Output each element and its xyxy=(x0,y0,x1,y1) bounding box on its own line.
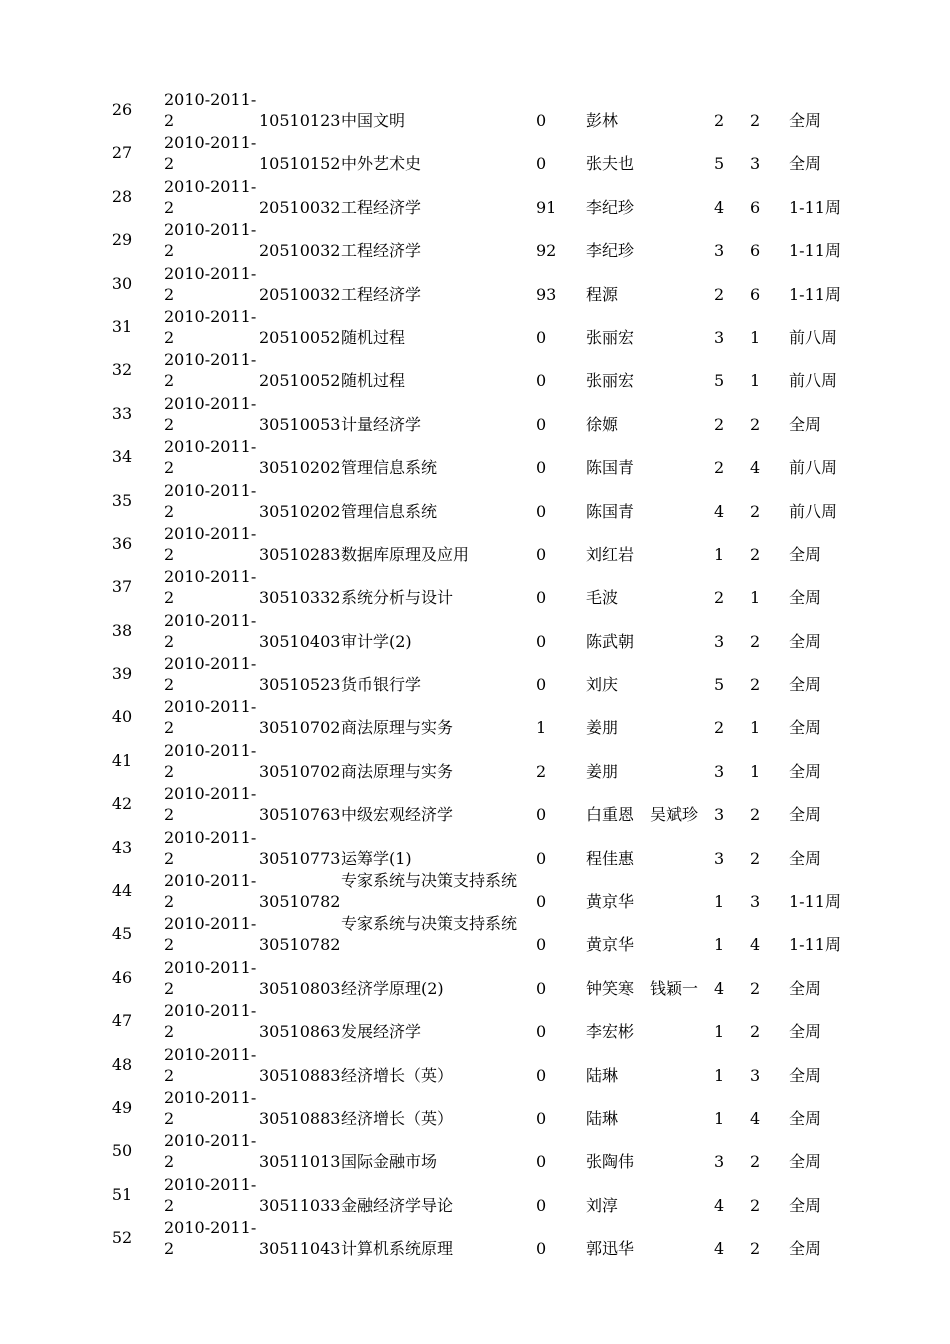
term-semester: 2 xyxy=(164,154,175,174)
course-name: 经济学原理(2) xyxy=(341,978,444,998)
weeks-range: 全周 xyxy=(789,1152,822,1172)
hours-value: 4 xyxy=(750,458,761,478)
table-row xyxy=(0,1129,950,1172)
course-name: 经济增长（英） xyxy=(341,1065,454,1085)
section-number: 0 xyxy=(536,371,547,391)
credit-value: 1 xyxy=(714,1065,725,1085)
course-name: 中级宏观经济学 xyxy=(341,805,454,825)
table-row xyxy=(0,392,950,435)
section-number: 0 xyxy=(536,935,547,955)
table-row xyxy=(0,88,950,131)
section-number: 0 xyxy=(536,154,547,174)
course-name: 金融经济学导论 xyxy=(341,1195,454,1215)
row-number: 52 xyxy=(111,1228,133,1248)
section-number: 93 xyxy=(536,284,557,304)
table-row xyxy=(0,131,950,174)
table-row xyxy=(0,262,950,305)
weeks-range: 全周 xyxy=(789,978,822,998)
table-row xyxy=(0,1216,950,1259)
weeks-range: 全周 xyxy=(789,1108,822,1128)
teacher-name: 程源 xyxy=(586,284,619,304)
table-row xyxy=(0,1086,950,1129)
course-code: 30510332 xyxy=(259,588,341,608)
course-name: 中外艺术史 xyxy=(341,154,422,174)
term-semester: 2 xyxy=(164,501,175,521)
term-semester: 2 xyxy=(164,197,175,217)
credit-value: 3 xyxy=(714,805,725,825)
term-year-span: 2010-2011- xyxy=(164,567,257,587)
term-semester: 2 xyxy=(164,458,175,478)
row-number: 29 xyxy=(111,230,133,250)
course-name: 管理信息系统 xyxy=(341,458,438,478)
term-year-span: 2010-2011- xyxy=(164,263,257,283)
weeks-range: 全周 xyxy=(789,675,822,695)
row-number: 27 xyxy=(111,143,133,163)
section-number: 92 xyxy=(536,241,557,261)
course-code: 10510152 xyxy=(259,154,341,174)
section-number: 1 xyxy=(536,718,547,738)
term-year-span: 2010-2011- xyxy=(164,784,257,804)
hours-value: 2 xyxy=(750,978,761,998)
course-code: 10510123 xyxy=(259,111,341,130)
course-code: 20510032 xyxy=(259,197,341,217)
term-semester: 2 xyxy=(164,111,175,130)
hours-value: 1 xyxy=(750,761,761,781)
weeks-range: 全周 xyxy=(789,588,822,608)
credit-value: 2 xyxy=(714,111,725,130)
course-name: 货币银行学 xyxy=(341,675,422,695)
hours-value: 2 xyxy=(750,414,761,434)
term-semester: 2 xyxy=(164,544,175,564)
weeks-range: 1-11周 xyxy=(789,197,841,217)
term-year-span: 2010-2011- xyxy=(164,697,257,717)
term-year-span: 2010-2011- xyxy=(164,350,257,370)
term-year-span: 2010-2011- xyxy=(164,306,257,326)
weeks-range: 全周 xyxy=(789,718,822,738)
term-year-span: 2010-2011- xyxy=(164,1087,257,1107)
term-year-span: 2010-2011- xyxy=(164,957,257,977)
course-name: 工程经济学 xyxy=(341,241,422,261)
teacher-name: 张丽宏 xyxy=(586,327,635,347)
term-semester: 2 xyxy=(164,675,175,695)
course-code: 30510523 xyxy=(259,675,341,695)
row-number: 49 xyxy=(111,1097,133,1117)
term-year-span: 2010-2011- xyxy=(164,740,257,760)
weeks-range: 全周 xyxy=(789,631,822,651)
row-number: 50 xyxy=(111,1141,133,1161)
credit-value: 1 xyxy=(714,935,725,955)
table-row xyxy=(0,956,950,999)
hours-value: 6 xyxy=(750,197,761,217)
teacher-name: 程佳惠 xyxy=(586,848,635,868)
credit-value: 2 xyxy=(714,458,725,478)
teacher-name: 陆琳 xyxy=(586,1108,619,1128)
term-semester: 2 xyxy=(164,892,175,912)
credit-value: 2 xyxy=(714,414,725,434)
teacher-name: 张陶伟 xyxy=(586,1152,635,1172)
credit-value: 1 xyxy=(714,1022,725,1042)
teacher-name: 陈国青 xyxy=(586,501,635,521)
table-row xyxy=(0,305,950,348)
weeks-range: 前八周 xyxy=(789,327,838,347)
weeks-range: 1-11周 xyxy=(789,892,841,912)
term-semester: 2 xyxy=(164,1108,175,1128)
hours-value: 1 xyxy=(750,371,761,391)
term-year-span: 2010-2011- xyxy=(164,393,257,413)
teacher-name: 刘庆 xyxy=(586,675,619,695)
term-year-span: 2010-2011- xyxy=(164,1174,257,1194)
row-number: 34 xyxy=(111,447,133,467)
course-code: 30510403 xyxy=(259,631,341,651)
course-name: 审计学(2) xyxy=(341,631,412,651)
term-year-span: 2010-2011- xyxy=(164,1044,257,1064)
table-row xyxy=(0,175,950,218)
hours-value: 2 xyxy=(750,1239,761,1259)
row-number: 45 xyxy=(111,924,133,944)
term-semester: 2 xyxy=(164,805,175,825)
credit-value: 2 xyxy=(714,284,725,304)
term-semester: 2 xyxy=(164,414,175,434)
weeks-range: 全周 xyxy=(789,848,822,868)
teacher-name: 陆琳 xyxy=(586,1065,619,1085)
hours-value: 2 xyxy=(750,848,761,868)
credit-value: 4 xyxy=(714,1239,725,1259)
section-number: 0 xyxy=(536,1108,547,1128)
credit-value: 3 xyxy=(714,848,725,868)
section-number: 0 xyxy=(536,848,547,868)
term-semester: 2 xyxy=(164,978,175,998)
course-code: 30511043 xyxy=(259,1239,341,1259)
section-number: 0 xyxy=(536,1152,547,1172)
table-row xyxy=(0,912,950,955)
term-year-span: 2010-2011- xyxy=(164,176,257,196)
weeks-range: 全周 xyxy=(789,1065,822,1085)
term-semester: 2 xyxy=(164,588,175,608)
teacher-name: 彭林 xyxy=(586,111,619,130)
row-number: 30 xyxy=(111,273,133,293)
term-year-span: 2010-2011- xyxy=(164,133,257,153)
hours-value: 3 xyxy=(750,892,761,912)
teacher-name: 李宏彬 xyxy=(586,1022,635,1042)
row-number: 35 xyxy=(111,490,133,510)
course-table xyxy=(0,88,950,1260)
table-row xyxy=(0,652,950,695)
table-row xyxy=(0,435,950,478)
section-number: 0 xyxy=(536,544,547,564)
row-number: 42 xyxy=(111,794,133,814)
table-row xyxy=(0,826,950,869)
term-year-span: 2010-2011- xyxy=(164,1001,257,1021)
credit-value: 5 xyxy=(714,675,725,695)
term-semester: 2 xyxy=(164,761,175,781)
teacher-name: 姜朋 xyxy=(586,718,619,738)
hours-value: 2 xyxy=(750,544,761,564)
term-semester: 2 xyxy=(164,284,175,304)
weeks-range: 前八周 xyxy=(789,371,838,391)
term-year-span: 2010-2011- xyxy=(164,437,257,457)
credit-value: 1 xyxy=(714,892,725,912)
section-number: 0 xyxy=(536,631,547,651)
credit-value: 1 xyxy=(714,1108,725,1128)
hours-value: 2 xyxy=(750,1022,761,1042)
hours-value: 6 xyxy=(750,284,761,304)
weeks-range: 全周 xyxy=(789,414,822,434)
section-number: 0 xyxy=(536,1065,547,1085)
weeks-range: 1-11周 xyxy=(789,241,841,261)
term-year-span: 2010-2011- xyxy=(164,1218,257,1238)
term-semester: 2 xyxy=(164,718,175,738)
hours-value: 4 xyxy=(750,935,761,955)
course-code: 20510032 xyxy=(259,284,341,304)
term-year-span: 2010-2011- xyxy=(164,654,257,674)
course-name: 中国文明 xyxy=(341,111,406,130)
row-number: 37 xyxy=(111,577,133,597)
credit-value: 4 xyxy=(714,1195,725,1215)
course-code: 30510782 xyxy=(259,935,341,955)
weeks-range: 1-11周 xyxy=(789,284,841,304)
course-code: 30510202 xyxy=(259,458,341,478)
course-code: 30510053 xyxy=(259,414,341,434)
hours-value: 6 xyxy=(750,241,761,261)
weeks-range: 前八周 xyxy=(789,501,838,521)
course-code: 20510052 xyxy=(259,327,341,347)
teacher-name: 刘红岩 xyxy=(586,544,635,564)
course-code: 30510782 xyxy=(259,892,341,912)
teacher-name: 陈武朝 xyxy=(586,631,635,651)
credit-value: 3 xyxy=(714,1152,725,1172)
weeks-range: 全周 xyxy=(789,1022,822,1042)
section-number: 0 xyxy=(536,414,547,434)
term-year-span: 2010-2011- xyxy=(164,827,257,847)
term-semester: 2 xyxy=(164,848,175,868)
hours-value: 1 xyxy=(750,327,761,347)
credit-value: 1 xyxy=(714,544,725,564)
course-code: 30511013 xyxy=(259,1152,341,1172)
course-code: 20510032 xyxy=(259,241,341,261)
course-name: 数据库原理及应用 xyxy=(341,544,470,564)
hours-value: 2 xyxy=(750,111,761,130)
section-number: 0 xyxy=(536,978,547,998)
term-semester: 2 xyxy=(164,1022,175,1042)
term-year-span: 2010-2011- xyxy=(164,90,257,109)
course-code: 30510773 xyxy=(259,848,341,868)
hours-value: 2 xyxy=(750,1195,761,1215)
section-number: 2 xyxy=(536,761,547,781)
term-semester: 2 xyxy=(164,1195,175,1215)
weeks-range: 全周 xyxy=(789,154,822,174)
course-code: 30510702 xyxy=(259,718,341,738)
course-code: 30510883 xyxy=(259,1065,341,1085)
course-name: 随机过程 xyxy=(341,327,406,347)
course-name: 系统分析与设计 xyxy=(341,588,454,608)
course-name: 商法原理与实务 xyxy=(341,761,454,781)
hours-value: 2 xyxy=(750,1152,761,1172)
section-number: 0 xyxy=(536,1195,547,1215)
table-row xyxy=(0,479,950,522)
term-year-span: 2010-2011- xyxy=(164,480,257,500)
weeks-range: 全周 xyxy=(789,1239,822,1259)
course-name: 随机过程 xyxy=(341,371,406,391)
hours-value: 3 xyxy=(750,1065,761,1085)
course-name: 计量经济学 xyxy=(341,414,422,434)
row-number: 48 xyxy=(111,1054,133,1074)
credit-value: 2 xyxy=(714,718,725,738)
teacher-name: 张夫也 xyxy=(586,154,635,174)
course-code: 30510283 xyxy=(259,544,341,564)
row-number: 38 xyxy=(111,620,133,640)
row-number: 33 xyxy=(111,403,133,423)
teacher-name: 黄京华 xyxy=(586,935,635,955)
credit-value: 3 xyxy=(714,327,725,347)
weeks-range: 全周 xyxy=(789,761,822,781)
section-number: 0 xyxy=(536,675,547,695)
table-row xyxy=(0,869,950,912)
weeks-range: 全周 xyxy=(789,805,822,825)
hours-value: 2 xyxy=(750,501,761,521)
course-name: 专家系统与决策支持系统 xyxy=(341,914,518,934)
table-row xyxy=(0,522,950,565)
teacher-name: 黄京华 xyxy=(586,892,635,912)
row-number: 40 xyxy=(111,707,133,727)
row-number: 28 xyxy=(111,186,133,206)
term-semester: 2 xyxy=(164,327,175,347)
weeks-range: 全周 xyxy=(789,544,822,564)
weeks-range: 全周 xyxy=(789,1195,822,1215)
course-name: 专家系统与决策支持系统 xyxy=(341,871,518,891)
hours-value: 4 xyxy=(750,1108,761,1128)
credit-value: 3 xyxy=(714,241,725,261)
section-number: 0 xyxy=(536,588,547,608)
course-name: 运筹学(1) xyxy=(341,848,412,868)
credit-value: 4 xyxy=(714,501,725,521)
hours-value: 1 xyxy=(750,718,761,738)
hours-value: 1 xyxy=(750,588,761,608)
weeks-range: 1-11周 xyxy=(789,935,841,955)
table-row xyxy=(0,1043,950,1086)
course-name: 发展经济学 xyxy=(341,1022,422,1042)
term-semester: 2 xyxy=(164,241,175,261)
hours-value: 3 xyxy=(750,154,761,174)
term-semester: 2 xyxy=(164,631,175,651)
row-number: 39 xyxy=(111,664,133,684)
course-code: 20510052 xyxy=(259,371,341,391)
row-number: 26 xyxy=(111,100,133,119)
term-year-span: 2010-2011- xyxy=(164,610,257,630)
section-number: 0 xyxy=(536,1022,547,1042)
term-year-span: 2010-2011- xyxy=(164,523,257,543)
course-code: 30510863 xyxy=(259,1022,341,1042)
table-row xyxy=(0,609,950,652)
course-name: 计算机系统原理 xyxy=(341,1239,454,1259)
course-name: 管理信息系统 xyxy=(341,501,438,521)
teacher-name: 钟笑寒 钱颖一 xyxy=(586,978,699,998)
term-semester: 2 xyxy=(164,935,175,955)
section-number: 0 xyxy=(536,327,547,347)
credit-value: 3 xyxy=(714,761,725,781)
course-name: 经济增长（英） xyxy=(341,1108,454,1128)
row-number: 41 xyxy=(111,750,133,770)
teacher-name: 刘淳 xyxy=(586,1195,619,1215)
section-number: 0 xyxy=(536,892,547,912)
credit-value: 2 xyxy=(714,588,725,608)
table-row xyxy=(0,695,950,738)
teacher-name: 姜朋 xyxy=(586,761,619,781)
table-row xyxy=(0,1173,950,1216)
hours-value: 2 xyxy=(750,805,761,825)
credit-value: 3 xyxy=(714,631,725,651)
course-code: 30510202 xyxy=(259,501,341,521)
term-year-span: 2010-2011- xyxy=(164,220,257,240)
section-number: 0 xyxy=(536,458,547,478)
row-number: 44 xyxy=(111,881,133,901)
row-number: 43 xyxy=(111,837,133,857)
credit-value: 4 xyxy=(714,978,725,998)
row-number: 31 xyxy=(111,316,133,336)
course-code: 30510702 xyxy=(259,761,341,781)
weeks-range: 前八周 xyxy=(789,458,838,478)
course-name: 国际金融市场 xyxy=(341,1152,438,1172)
table-row xyxy=(0,348,950,391)
course-code: 30511033 xyxy=(259,1195,341,1215)
term-semester: 2 xyxy=(164,371,175,391)
table-row xyxy=(0,999,950,1042)
table-row xyxy=(0,218,950,261)
term-semester: 2 xyxy=(164,1239,175,1259)
teacher-name: 陈国青 xyxy=(586,458,635,478)
section-number: 0 xyxy=(536,805,547,825)
section-number: 0 xyxy=(536,111,547,130)
teacher-name: 张丽宏 xyxy=(586,371,635,391)
hours-value: 2 xyxy=(750,631,761,651)
term-year-span: 2010-2011- xyxy=(164,871,257,891)
course-code: 30510883 xyxy=(259,1108,341,1128)
teacher-name: 李纪珍 xyxy=(586,197,635,217)
teacher-name: 白重恩 吴斌珍 xyxy=(586,805,699,825)
credit-value: 5 xyxy=(714,371,725,391)
table-row xyxy=(0,565,950,608)
section-number: 0 xyxy=(536,1239,547,1259)
table-row xyxy=(0,782,950,825)
row-number: 47 xyxy=(111,1011,133,1031)
row-number: 32 xyxy=(111,360,133,380)
course-code: 30510803 xyxy=(259,978,341,998)
teacher-name: 郭迅华 xyxy=(586,1239,635,1259)
course-code: 30510763 xyxy=(259,805,341,825)
row-number: 36 xyxy=(111,533,133,553)
teacher-name: 李纪珍 xyxy=(586,241,635,261)
row-number: 46 xyxy=(111,967,133,987)
section-number: 91 xyxy=(536,197,557,217)
course-name: 商法原理与实务 xyxy=(341,718,454,738)
term-semester: 2 xyxy=(164,1152,175,1172)
table-row xyxy=(0,739,950,782)
term-semester: 2 xyxy=(164,1065,175,1085)
course-name: 工程经济学 xyxy=(341,197,422,217)
course-name: 工程经济学 xyxy=(341,284,422,304)
credit-value: 4 xyxy=(714,197,725,217)
term-year-span: 2010-2011- xyxy=(164,1131,257,1151)
teacher-name: 毛波 xyxy=(586,588,619,608)
row-number: 51 xyxy=(111,1184,133,1204)
hours-value: 2 xyxy=(750,675,761,695)
section-number: 0 xyxy=(536,501,547,521)
term-year-span: 2010-2011- xyxy=(164,914,257,934)
weeks-range: 全周 xyxy=(789,111,822,130)
credit-value: 5 xyxy=(714,154,725,174)
teacher-name: 徐嫄 xyxy=(586,414,619,434)
